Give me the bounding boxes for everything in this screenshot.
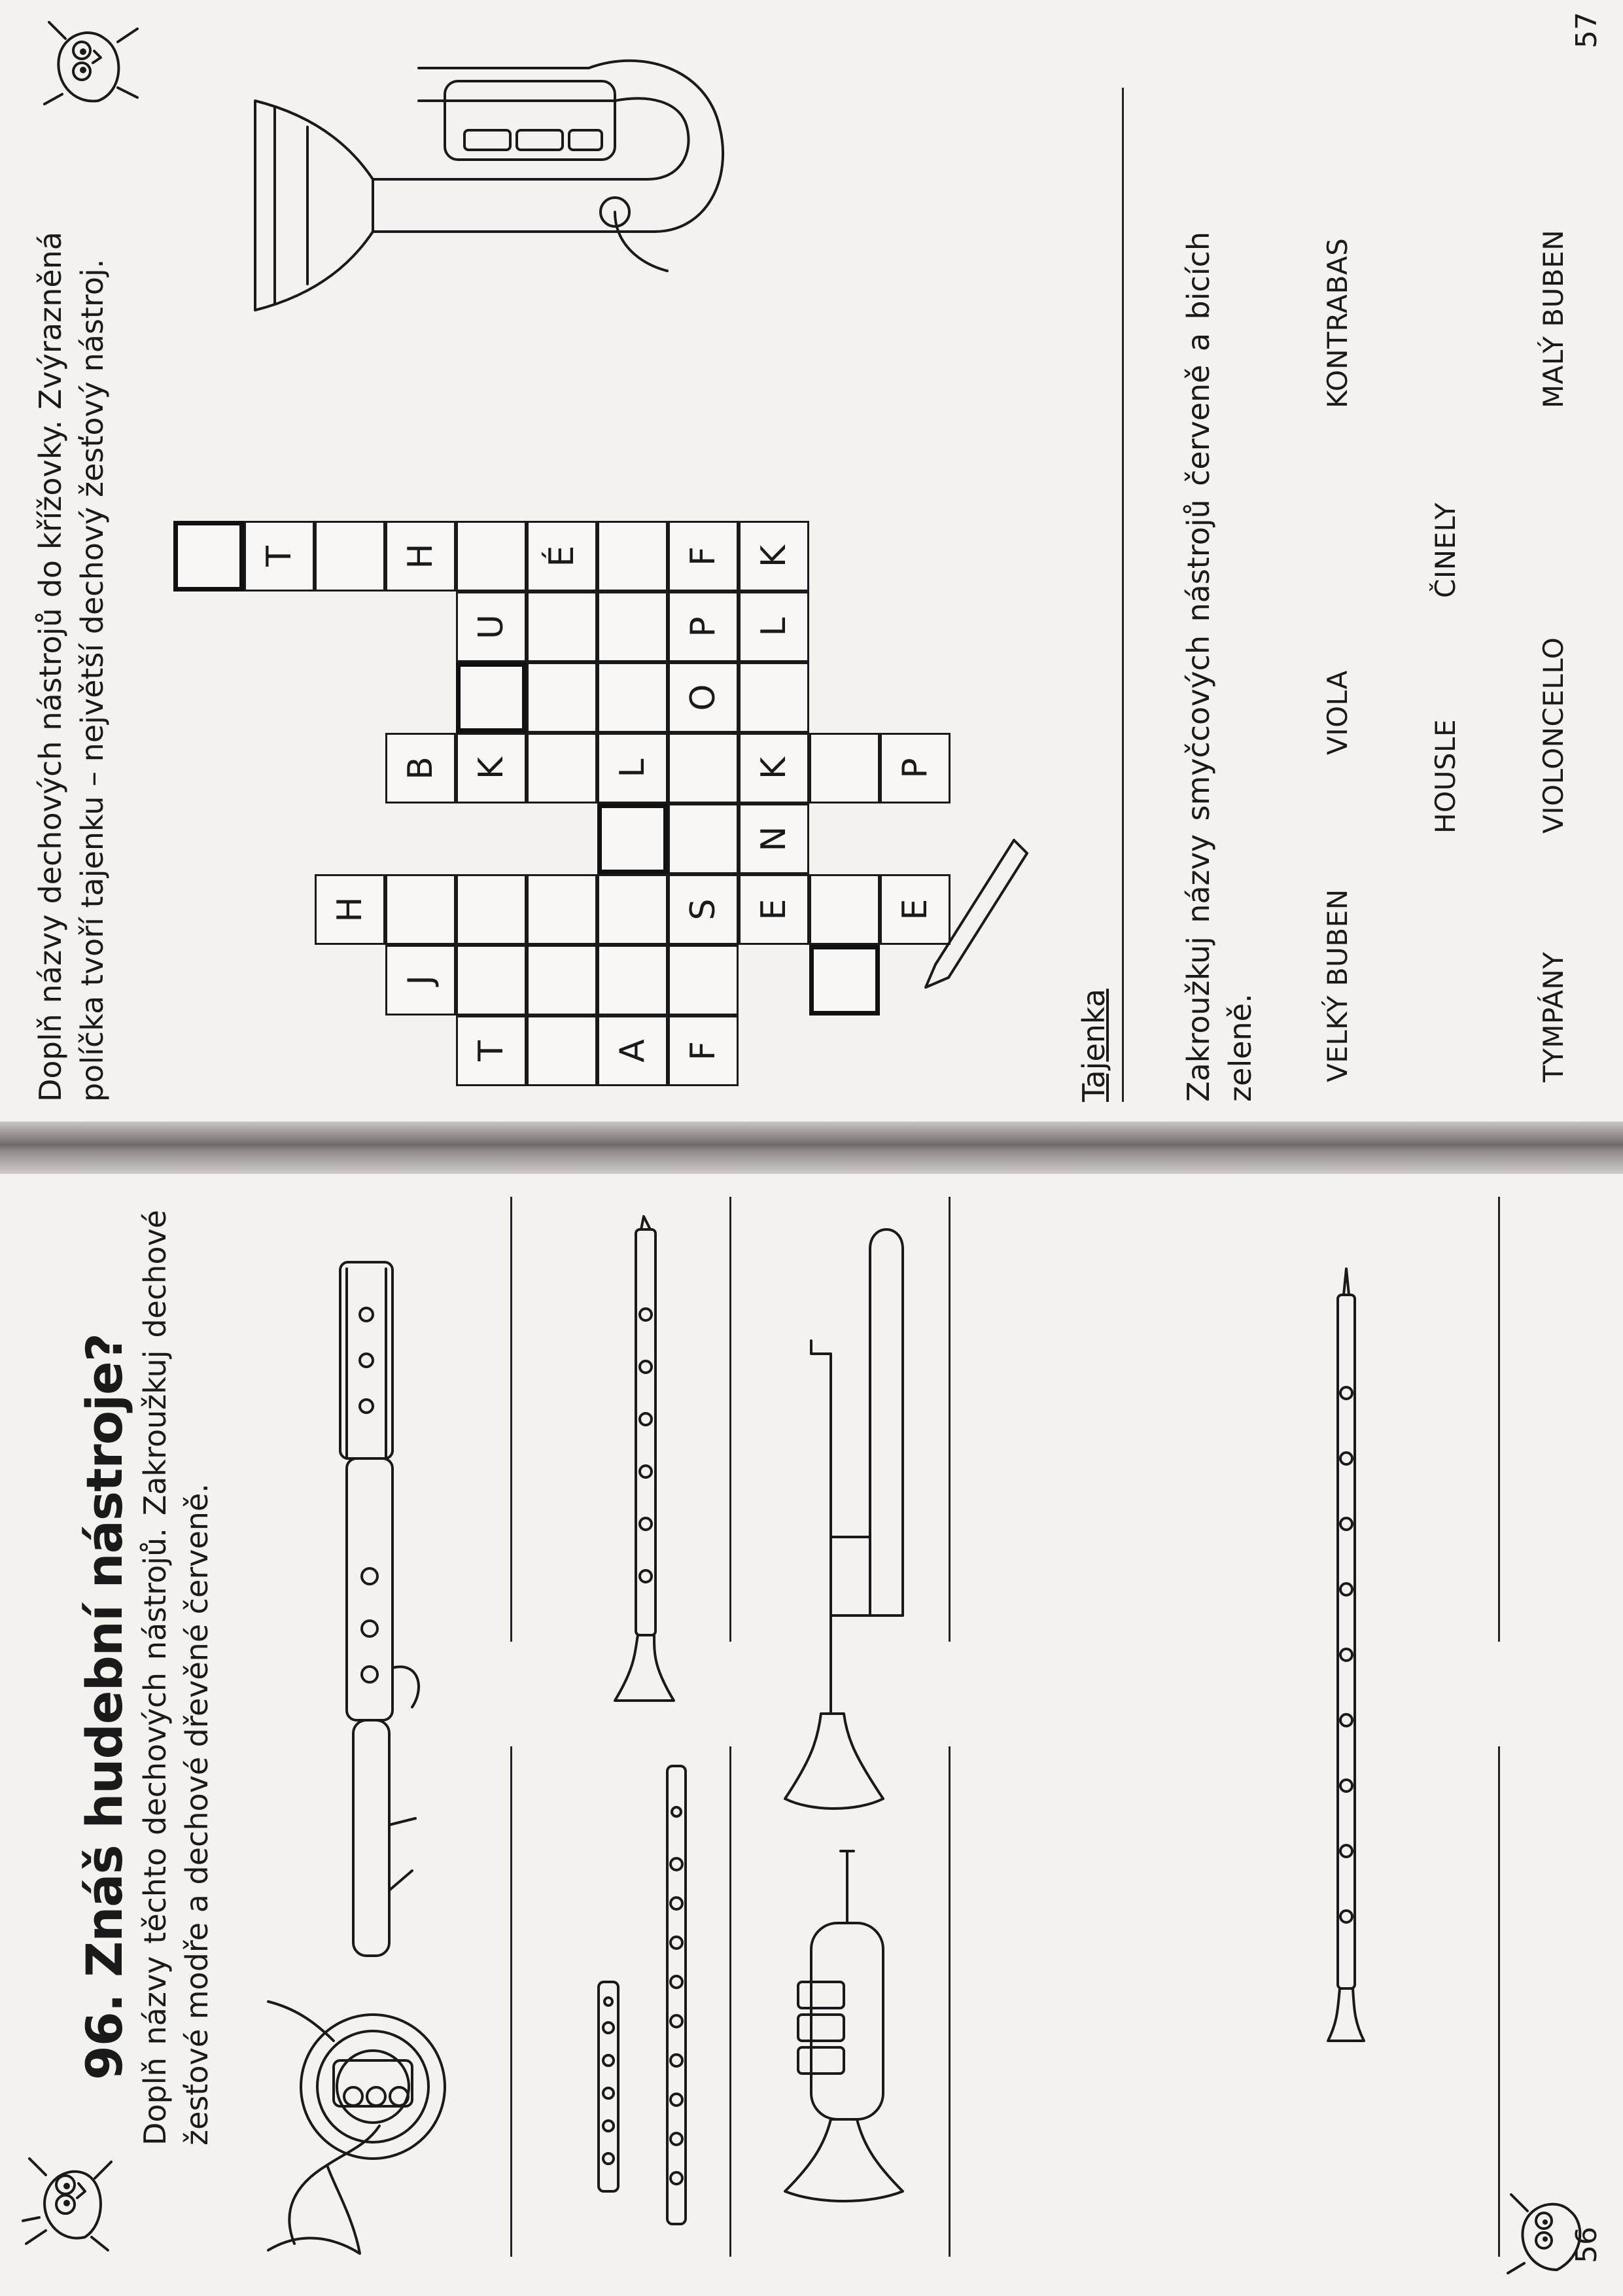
crossword-cell[interactable]: F	[668, 1016, 739, 1086]
crossword-grid	[0, 0, 1623, 1122]
crossword-cell[interactable]: H	[315, 874, 385, 945]
page-number: 57	[1570, 12, 1603, 48]
crossword-cell[interactable]: N	[739, 804, 809, 874]
flute-icon	[648, 1759, 707, 2231]
crossword-cell[interactable]: O	[668, 662, 739, 733]
word-maly-buben[interactable]: MALÝ BUBEN	[1537, 229, 1569, 408]
crossword-cell-highlighted[interactable]	[173, 521, 244, 592]
word-violoncello[interactable]: VIOLONCELLO	[1537, 637, 1569, 834]
french-horn-icon	[255, 1995, 471, 2257]
tuba-icon	[249, 9, 772, 376]
bassoon-icon	[307, 1249, 432, 1969]
word-viola[interactable]: VIOLA	[1321, 670, 1353, 755]
crossword-cell[interactable]	[668, 945, 739, 1016]
crossword-cell[interactable]	[315, 521, 385, 592]
crossword-cell[interactable]	[597, 662, 668, 733]
crossword-cell[interactable]	[456, 521, 527, 592]
crossword-cell[interactable]: S	[668, 874, 739, 945]
crossword-cell[interactable]: K	[456, 733, 527, 804]
crossword-cell[interactable]: K	[739, 733, 809, 804]
crossword-cell[interactable]	[456, 945, 527, 1016]
crossword-cell[interactable]: P	[880, 733, 951, 804]
crossword-cell[interactable]: P	[668, 592, 739, 662]
piccolo-icon	[579, 1975, 638, 2198]
crossword-cell[interactable]: E	[739, 874, 809, 945]
answer-line	[510, 1746, 512, 2257]
left-page	[0, 1174, 1623, 2296]
bird-mascot-icon	[20, 2146, 118, 2257]
arrow-icon	[922, 821, 1053, 991]
crossword-cell[interactable]	[668, 804, 739, 874]
word-cinely[interactable]: ČINELY	[1429, 502, 1461, 598]
crossword-cell[interactable]	[597, 874, 668, 945]
crossword-cell[interactable]	[739, 662, 809, 733]
crossword-cell[interactable]: K	[739, 521, 809, 592]
crossword-cell[interactable]	[809, 874, 880, 945]
crossword-cell[interactable]	[456, 874, 527, 945]
answer-line	[729, 1746, 731, 2257]
word-housle[interactable]: HOUSLE	[1429, 719, 1461, 834]
word-tympany[interactable]: TYMPÁNY	[1537, 951, 1569, 1082]
page-number: 56	[1570, 2227, 1603, 2263]
crossword-cell[interactable]: E	[880, 874, 951, 945]
crossword-cell[interactable]: J	[385, 945, 456, 1016]
crossword-cell[interactable]	[527, 733, 597, 804]
crossword-cell[interactable]: H	[385, 521, 456, 592]
tajenka-answer-line	[1122, 88, 1124, 1102]
crossword-cell[interactable]	[668, 733, 739, 804]
crossword-cell[interactable]: L	[597, 733, 668, 804]
crossword-cell[interactable]	[597, 945, 668, 1016]
crossword-cell[interactable]: A	[597, 1016, 668, 1086]
crossword-cell[interactable]: É	[527, 521, 597, 592]
crossword-cell[interactable]: U	[456, 592, 527, 662]
crossword-cell-highlighted[interactable]	[456, 662, 527, 733]
trumpet-icon	[759, 1838, 929, 2204]
crossword-cell[interactable]	[527, 662, 597, 733]
crossword-instructions: Doplň názvy dechových nástrojů do křížovky. Zvýrazněná políčka tvoří tajenku – největší dechový žesťový nástroj.	[33, 232, 110, 1102]
crossword-cell-highlighted[interactable]	[809, 945, 880, 1016]
crossword-cell[interactable]	[385, 874, 456, 945]
answer-line	[949, 1746, 951, 2257]
oboe-icon	[1302, 1262, 1387, 2047]
answer-line	[1498, 1197, 1500, 1642]
answer-line	[949, 1197, 951, 1642]
crossword-cell[interactable]: B	[385, 733, 456, 804]
crossword-cell[interactable]	[527, 874, 597, 945]
crossword-cell[interactable]	[597, 592, 668, 662]
answer-line	[1498, 1746, 1500, 2257]
crossword-cell[interactable]	[527, 592, 597, 662]
answer-line	[510, 1197, 512, 1642]
trombone-icon	[765, 1210, 922, 1812]
tajenka-label: Tajenka	[1076, 989, 1111, 1102]
crossword-cell[interactable]: F	[668, 521, 739, 592]
crossword-cell-highlighted[interactable]	[597, 804, 668, 874]
crossword-cell[interactable]	[597, 521, 668, 592]
word-kontrabas[interactable]: KONTRABAS	[1321, 238, 1353, 408]
clarinet-icon	[602, 1210, 687, 1707]
instructions-text: Doplň názvy těchto dechových nástrojů. Zakroužkuj dechové žesťové modře a dechové dřevěné červeně.	[137, 1210, 215, 2146]
circle-instructions: Zakroužkuj názvy smyčcových nástrojů červeně a bicích zeleně.	[1181, 232, 1258, 1102]
crossword-cell[interactable]	[809, 733, 880, 804]
answer-line	[729, 1197, 731, 1642]
crossword-cell[interactable]	[527, 945, 597, 1016]
page-heading: 96. Znáš hudební nástroje?	[75, 1333, 133, 2080]
right-page	[0, 0, 1623, 1122]
word-velky-buben[interactable]: VELKÝ BUBEN	[1321, 889, 1353, 1082]
crossword-cell[interactable]	[527, 1016, 597, 1086]
book-gutter	[0, 1122, 1623, 1174]
crossword-cell[interactable]: T	[456, 1016, 527, 1086]
crossword-cell[interactable]: T	[244, 521, 315, 592]
crossword-cell[interactable]: L	[739, 592, 809, 662]
